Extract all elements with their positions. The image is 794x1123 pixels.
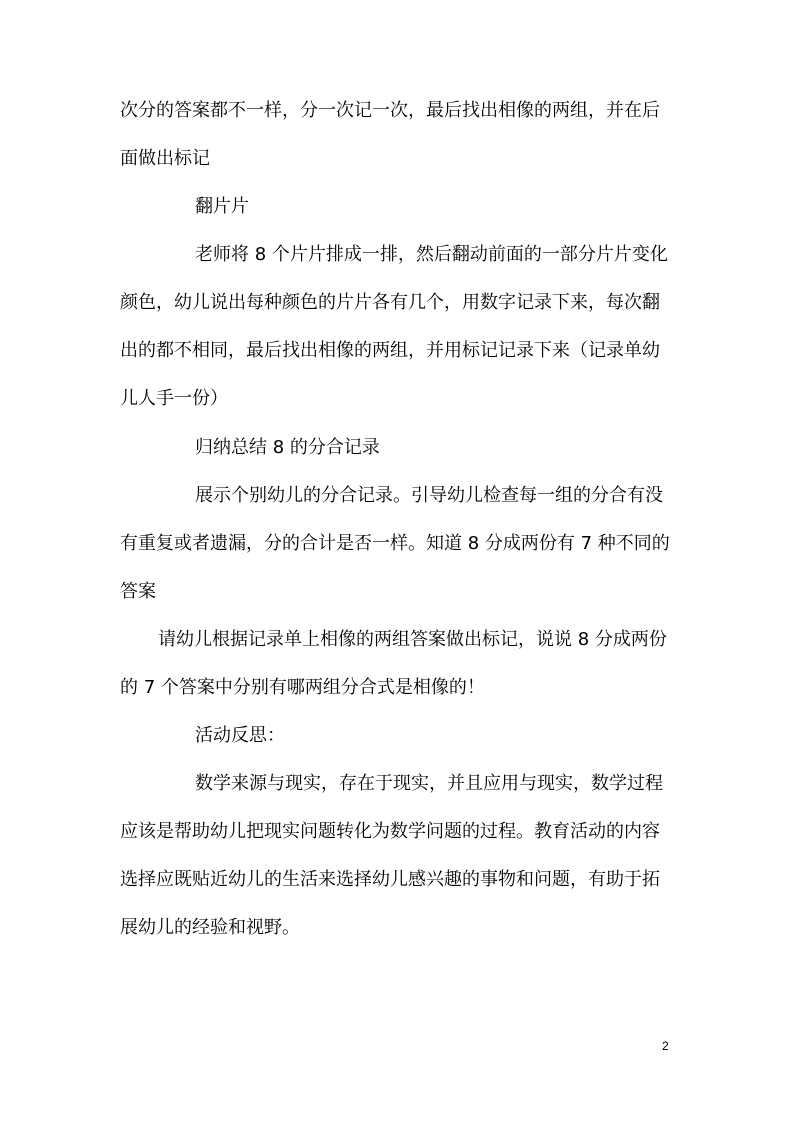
text-line: 选择应既贴近幼儿的生活来选择幼儿感兴趣的事物和问题，有助于拓 xyxy=(120,869,660,890)
text-line: 儿人手一份） xyxy=(120,388,228,409)
text-line: 应该是帮助幼儿把现实问题转化为数学问题的过程。教育活动的内容 xyxy=(120,821,660,842)
text-line: 展幼儿的经验和视野。 xyxy=(120,917,300,938)
text-line: 老师将 8 个片片排成一排，然后翻动前面的一部分片片变化 xyxy=(195,244,668,265)
text-line: 请幼儿根据记录单上相像的两组答案做出标记，说说 8 分成两份 xyxy=(158,629,667,650)
text-line: 次分的答案都不一样，分一次记一次，最后找出相像的两组，并在后 xyxy=(120,100,660,121)
text-line: 颜色，幼儿说出每种颜色的片片各有几个，用数字记录下来，每次翻 xyxy=(120,292,660,313)
text-line: 数学来源与现实，存在于现实，并且应用与现实，数学过程 xyxy=(195,773,663,794)
page-number: 2 xyxy=(662,1039,669,1053)
text-line: 答案 xyxy=(120,581,156,602)
text-line: 面做出标记 xyxy=(120,148,210,169)
section-heading: 归纳总结 8 的分合记录 xyxy=(195,437,380,458)
section-heading: 活动反思： xyxy=(195,725,285,746)
section-heading: 翻片片 xyxy=(195,196,249,217)
text-line: 的 7 个答案中分别有哪两组分合式是相像的！ xyxy=(120,677,485,698)
text-line: 展示个别幼儿的分合记录。引导幼儿检查每一组的分合有没 xyxy=(195,485,663,506)
text-line: 出的都不相同，最后找出相像的两组，并用标记记录下来（记录单幼 xyxy=(120,340,660,361)
text-line: 有重复或者遗漏，分的合计是否一样。知道 8 分成两份有 7 种不同的 xyxy=(120,533,670,554)
